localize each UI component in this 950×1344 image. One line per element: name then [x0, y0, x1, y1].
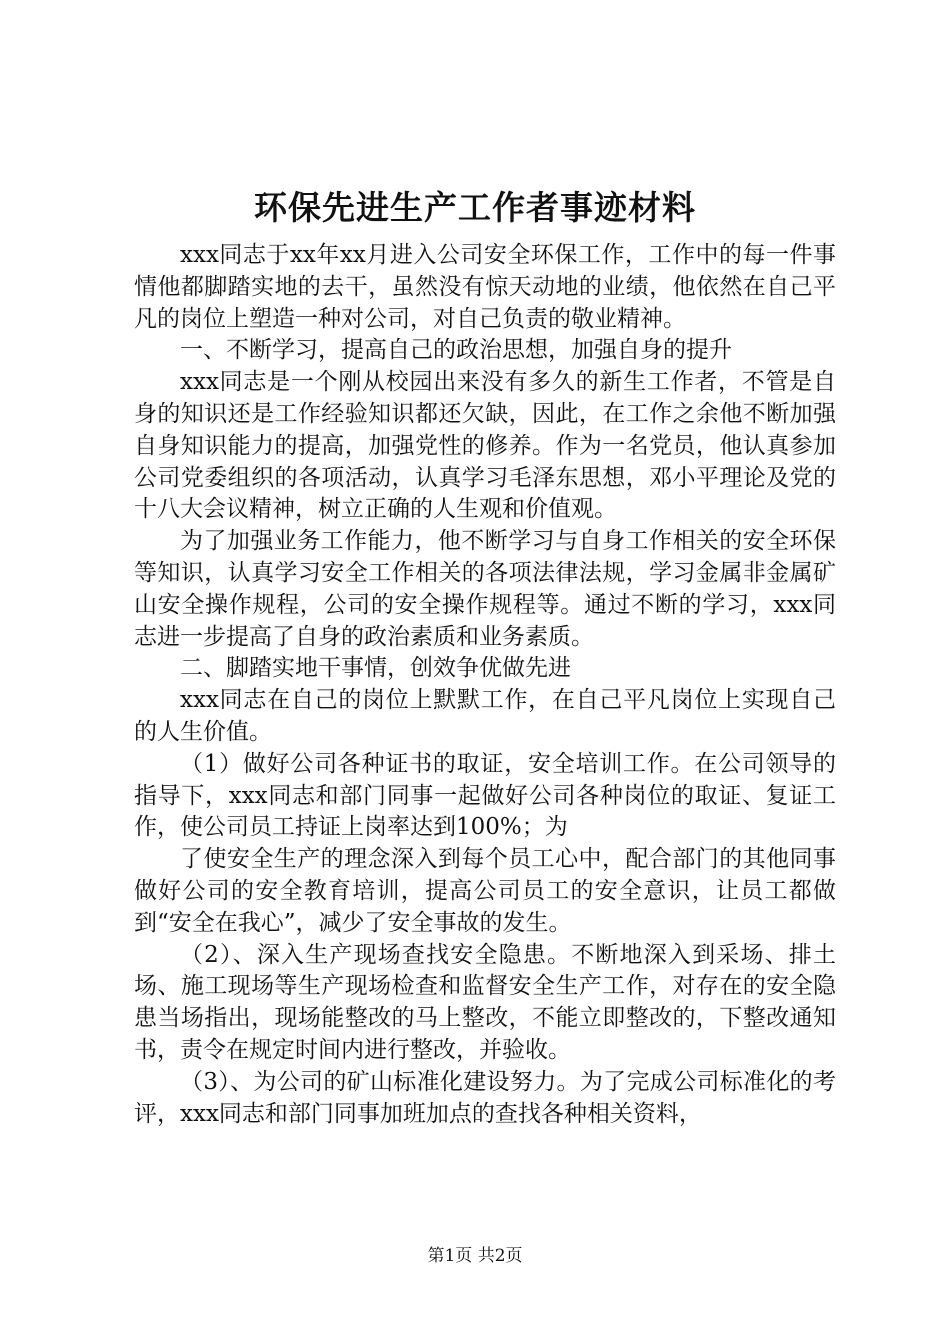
page-footer: 第1页 共2页 [427, 1246, 523, 1266]
paragraph-intro: xxx同志于xx年xx月进入公司安全环保工作，工作中的每一件事情他都脚踏实地的去干，虽然没有惊天动地的业绩，他依然在自己平凡的岗位上塑造一种对公司，对自己负责的敬业精神。 [134, 242, 836, 332]
paragraph-post: xxx同志在自己的岗位上默默工作，在自己平凡岗位上实现自己的人生价值。 [134, 687, 836, 745]
document-title: 环保先进生产工作者事迹材料 [254, 188, 696, 227]
document-body [134, 240, 836, 1130]
paragraph-item-1: （1）做好公司各种证书的取证，安全培训工作。在公司领导的指导下，xxx同志和部门同事一起做好公司各种岗位的取证、复证工作，使公司员工持证上岗率达到100%；为 [134, 750, 836, 841]
section-heading-1: 一、不断学习，提高自己的政治思想，加强自身的提升 [180, 337, 732, 364]
paragraph-study: xxx同志是一个刚从校园出来没有多久的新生工作者，不管是自身的知识还是工作经验知识都还欠缺，因此，在工作之余他不断加强自身知识能力的提高，加强党性的修养。作为一名党员，他认真参加公司党委组织的各项活动，认真学习毛泽东思想，邓小平理论及党的十八大会议精神，树立正确的人生观和价值观。 [134, 369, 836, 523]
paragraph-item-2: （2）、深入生产现场查找安全隐患。不断地深入到采场、排土场、施工现场等生产现场检查和监督安全生产工作，对存在的安全隐患当场指出，现场能整改的马上整改，不能立即整改的，下整改通知书，责令在规定时间内进行整改，并验收。 [134, 941, 836, 1063]
paragraph-business: 为了加强业务工作能力，他不断学习与自身工作相关的安全环保等知识，认真学习安全工作相关的各项法律法规，学习金属非金属矿山安全操作规程，公司的安全操作规程等。通过不断的学习，xxx同志进一步提高了自身的政治素质和业务素质。 [134, 528, 836, 650]
paragraph-item-3: （3）、为公司的矿山标准化建设努力。为了完成公司标准化的考评，xxx同志和部门同事加班加点的查找各种相关资料， [134, 1068, 836, 1127]
section-heading-2: 二、脚踏实地干事情，创效争优做先进 [180, 655, 571, 682]
paragraph-item-1-cont: 了使安全生产的理念深入到每个员工心中，配合部门的其他同事做好公司的安全教育培训，提高公司员工的安全意识，让员工都做到“安全在我心”，减少了安全事故的发生。 [134, 846, 836, 936]
